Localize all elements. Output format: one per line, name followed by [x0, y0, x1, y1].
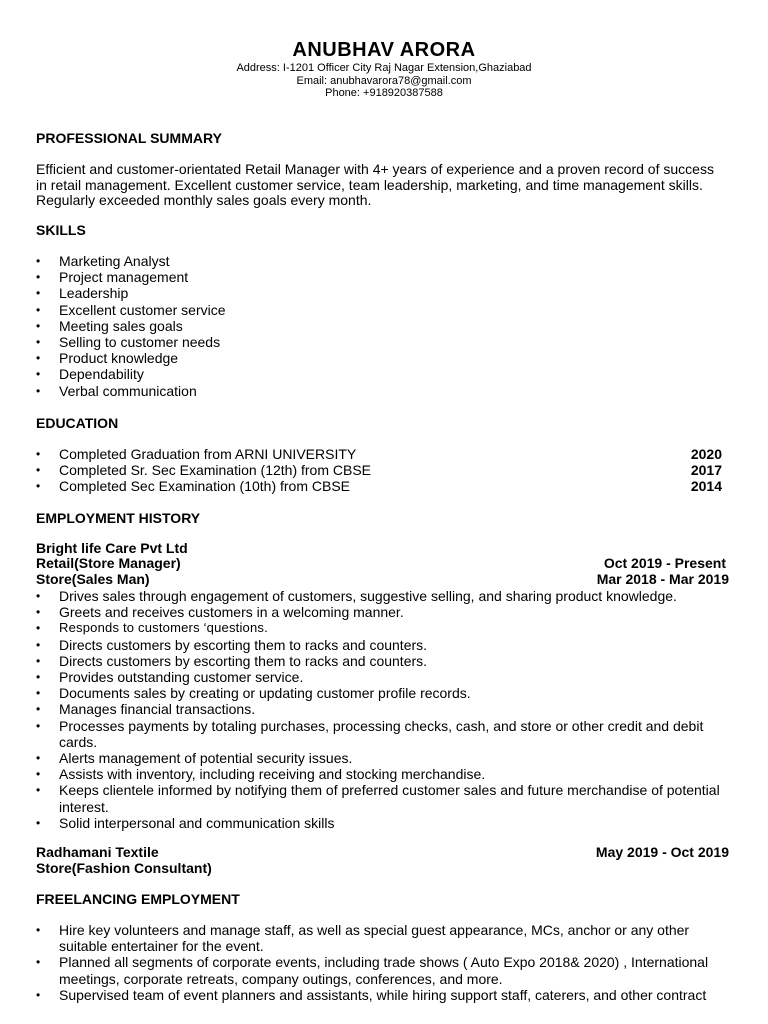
summary-text	[36, 162, 736, 209]
summary-title: PROFESSIONAL SUMMARY	[36, 130, 222, 146]
skill-item: • Selling to customer needs	[36, 334, 736, 350]
skill-item: • Leadership	[36, 285, 736, 301]
job-company: Bright life Care Pvt Ltd	[36, 540, 188, 556]
freelancing-list	[36, 922, 736, 1003]
email-line: Email: anubhavarora78@gmail.com	[296, 74, 472, 87]
freelancing-item: • Planned all segments of corporate events, including trade shows ( Auto Expo 2018& 2020) , International meetings, corporate retreats, company outings, conferences, and more.	[36, 954, 736, 986]
skill-item: • Verbal communication	[36, 383, 736, 399]
duties-list	[36, 588, 736, 831]
education-item	[36, 462, 736, 478]
skill-item: • Meeting sales goals	[36, 318, 736, 334]
skills-title: SKILLS	[36, 222, 86, 238]
duty-item: • Processes payments by totaling purchases, processing checks, cash, and store or other credit and debit cards.	[36, 718, 736, 750]
job-company: Radhamani Textile May 2019 - Oct 2019	[36, 844, 729, 860]
skill-item: • Marketing Analyst	[36, 253, 736, 269]
education-year: 2017	[690, 462, 722, 479]
freelancing-item: • Supervised team of event planners and assistants, while hiring support staff, caterers, and other contract	[36, 987, 736, 1003]
skill-item: • Excellent customer service	[36, 302, 736, 318]
duty-item: • Assists with inventory, including receiving and stocking merchandise.	[36, 766, 736, 782]
duty-item: • Provides outstanding customer service.	[36, 669, 736, 685]
education-text: Completed Graduation from ARNI UNIVERSITY	[59, 446, 357, 462]
job-role: Store(Fashion Consultant)	[36, 860, 212, 876]
address-line: Address: I-1201 Officer City Raj Nagar Extension,Ghaziabad	[236, 62, 532, 74]
duty-item: • Drives sales through engagement of customers, suggestive selling, and sharing product knowledge.	[36, 588, 736, 604]
job-role: Retail(Store Manager) Oct 2019 - Present	[36, 555, 726, 571]
skill-item: • Dependability	[36, 366, 736, 382]
duty-item: • Keeps clientele informed by notifying them of preferred customer sales and future merchandise of potential interest.	[36, 782, 736, 814]
job-dates: May 2019 - Oct 2019	[595, 844, 729, 860]
duty-item: • Documents sales by creating or updating customer profile records.	[36, 685, 736, 701]
freelancing-item: • Hire key volunteers and manage staff, as well as special guest appearance, MCs, anchor or any other suitable entertainer for the event.	[36, 922, 736, 954]
skill-item: • Project management	[36, 269, 736, 285]
duty-item: • Responds to customers ‘questions.	[36, 620, 736, 636]
freelancing-title: FREELANCING EMPLOYMENT	[36, 891, 240, 907]
skills-list	[36, 253, 736, 399]
contact-block	[36, 62, 732, 100]
education-title: EDUCATION	[36, 415, 119, 431]
education-list	[36, 446, 736, 495]
education-text: Completed Sec Examination (10th) from CBSE	[59, 478, 351, 495]
skill-item: • Product knowledge	[36, 350, 736, 366]
education-item	[36, 478, 736, 494]
employment-title: EMPLOYMENT HISTORY	[36, 510, 201, 526]
summary-line: Efficient and customer-orientated Retail Manager with 4+ years of experience and a proven record of success	[36, 161, 714, 177]
job-dates: Oct 2019 - Present	[603, 555, 726, 571]
education-item	[36, 446, 736, 462]
candidate-name: ANUBHAV ARORA	[292, 39, 476, 61]
education-year: 2014	[690, 478, 722, 495]
phone-line: Phone: +918920387588	[325, 87, 443, 99]
duty-item: • Manages financial transactions.	[36, 701, 736, 717]
duty-item: • Directs customers by escorting them to racks and counters.	[36, 637, 736, 653]
duty-item: • Directs customers by escorting them to racks and counters.	[36, 653, 736, 669]
duty-item: • Alerts management of potential security issues.	[36, 750, 736, 766]
duty-item: • Greets and receives customers in a welcoming manner.	[36, 604, 736, 620]
summary-line: Regularly exceeded monthly sales goals every month.	[36, 192, 372, 208]
duty-item: • Solid interpersonal and communication skills	[36, 815, 736, 831]
summary-line: in retail management. Excellent customer service, team leadership, marketing, and time management skills.	[36, 176, 703, 193]
education-text: Completed Sr. Sec Examination (12th) from CBSE	[59, 462, 372, 479]
job-dates: Mar 2018 - Mar 2019	[596, 571, 729, 587]
job-role: Store(Sales Man) Mar 2018 - Mar 2019	[36, 571, 729, 587]
education-year: 2020	[690, 446, 722, 462]
